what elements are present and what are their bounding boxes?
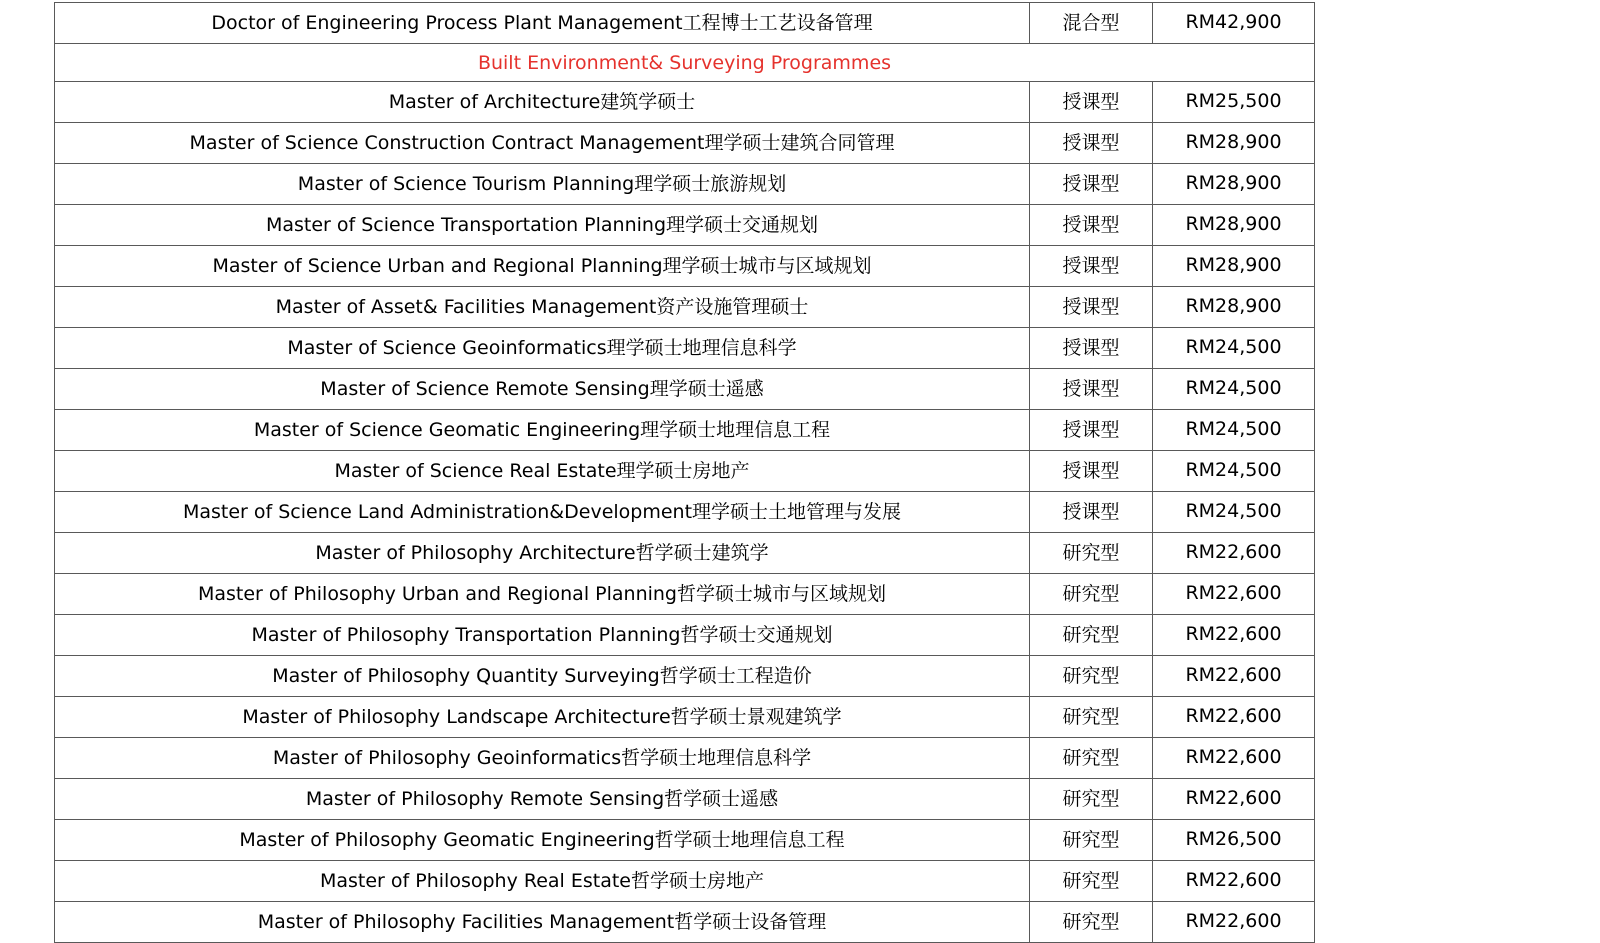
programme-type: 研究型 xyxy=(1030,902,1153,943)
programme-fee: RM42,900 xyxy=(1153,3,1315,44)
programme-fee-table-body xyxy=(55,3,1315,943)
programme-type: 授课型 xyxy=(1030,246,1153,287)
programme-name: Master of Philosophy Facilities Management哲学硕士设备管理 xyxy=(55,902,1030,943)
programme-type: 研究型 xyxy=(1030,738,1153,779)
programme-name: Master of Science Tourism Planning理学硕士旅游规划 xyxy=(55,164,1030,205)
table-row xyxy=(55,697,1315,738)
programme-fee: RM22,600 xyxy=(1153,738,1315,779)
programme-type: 授课型 xyxy=(1030,123,1153,164)
table-row xyxy=(55,779,1315,820)
programme-name: Master of Science Remote Sensing理学硕士遥感 xyxy=(55,369,1030,410)
programme-name: Master of Science Construction Contract Management理学硕士建筑合同管理 xyxy=(55,123,1030,164)
section-title: Built Environment& Surveying Programmes xyxy=(55,44,1315,82)
programme-type: 混合型 xyxy=(1030,3,1153,44)
programme-name: Master of Science Urban and Regional Planning理学硕士城市与区域规划 xyxy=(55,246,1030,287)
table-row xyxy=(55,369,1315,410)
programme-fee-table xyxy=(54,2,1315,943)
programme-fee: RM28,900 xyxy=(1153,205,1315,246)
table-row xyxy=(55,451,1315,492)
programme-type: 授课型 xyxy=(1030,410,1153,451)
programme-type: 研究型 xyxy=(1030,615,1153,656)
programme-fee: RM24,500 xyxy=(1153,369,1315,410)
table-row xyxy=(55,3,1315,44)
programme-fee: RM28,900 xyxy=(1153,123,1315,164)
programme-fee: RM24,500 xyxy=(1153,410,1315,451)
programme-name: Master of Philosophy Real Estate哲学硕士房地产 xyxy=(55,861,1030,902)
programme-name: Master of Philosophy Landscape Architecture哲学硕士景观建筑学 xyxy=(55,697,1030,738)
table-row xyxy=(55,574,1315,615)
programme-type: 授课型 xyxy=(1030,205,1153,246)
programme-fee: RM28,900 xyxy=(1153,246,1315,287)
programme-fee: RM26,500 xyxy=(1153,820,1315,861)
programme-type: 授课型 xyxy=(1030,328,1153,369)
table-row xyxy=(55,738,1315,779)
table-row xyxy=(55,533,1315,574)
programme-fee: RM22,600 xyxy=(1153,861,1315,902)
table-row xyxy=(55,861,1315,902)
programme-fee: RM22,600 xyxy=(1153,902,1315,943)
programme-type: 授课型 xyxy=(1030,287,1153,328)
programme-type: 研究型 xyxy=(1030,820,1153,861)
table-row xyxy=(55,246,1315,287)
programme-name: Master of Science Land Administration&Development理学硕士土地管理与发展 xyxy=(55,492,1030,533)
programme-type: 研究型 xyxy=(1030,533,1153,574)
programme-type: 授课型 xyxy=(1030,492,1153,533)
section-header-row xyxy=(55,44,1315,82)
programme-name: Master of Philosophy Remote Sensing哲学硕士遥感 xyxy=(55,779,1030,820)
programme-type: 研究型 xyxy=(1030,779,1153,820)
programme-name: Master of Asset& Facilities Management资产设施管理硕士 xyxy=(55,287,1030,328)
table-row xyxy=(55,656,1315,697)
programme-name: Master of Science Geoinformatics理学硕士地理信息科学 xyxy=(55,328,1030,369)
table-row xyxy=(55,820,1315,861)
programme-name: Master of Philosophy Geoinformatics哲学硕士地理信息科学 xyxy=(55,738,1030,779)
programme-name: Master of Science Geomatic Engineering理学硕士地理信息工程 xyxy=(55,410,1030,451)
programme-type: 研究型 xyxy=(1030,861,1153,902)
table-row xyxy=(55,164,1315,205)
programme-fee: RM24,500 xyxy=(1153,328,1315,369)
programme-type: 授课型 xyxy=(1030,82,1153,123)
programme-fee: RM22,600 xyxy=(1153,574,1315,615)
programme-name: Master of Philosophy Geomatic Engineering哲学硕士地理信息工程 xyxy=(55,820,1030,861)
programme-name: Master of Philosophy Architecture哲学硕士建筑学 xyxy=(55,533,1030,574)
programme-name: Master of Philosophy Urban and Regional Planning哲学硕士城市与区域规划 xyxy=(55,574,1030,615)
programme-name: Master of Science Real Estate理学硕士房地产 xyxy=(55,451,1030,492)
table-row xyxy=(55,902,1315,943)
programme-fee: RM25,500 xyxy=(1153,82,1315,123)
programme-fee: RM24,500 xyxy=(1153,451,1315,492)
programme-type: 授课型 xyxy=(1030,164,1153,205)
table-row xyxy=(55,615,1315,656)
programme-name: Master of Science Transportation Planning理学硕士交通规划 xyxy=(55,205,1030,246)
table-row xyxy=(55,492,1315,533)
programme-fee: RM22,600 xyxy=(1153,615,1315,656)
programme-fee: RM28,900 xyxy=(1153,164,1315,205)
table-row xyxy=(55,287,1315,328)
programme-fee: RM24,500 xyxy=(1153,492,1315,533)
programme-fee: RM28,900 xyxy=(1153,287,1315,328)
programme-type: 授课型 xyxy=(1030,451,1153,492)
table-row xyxy=(55,205,1315,246)
programme-type: 研究型 xyxy=(1030,574,1153,615)
programme-fee: RM22,600 xyxy=(1153,697,1315,738)
programme-name: Doctor of Engineering Process Plant Management工程博士工艺设备管理 xyxy=(55,3,1030,44)
programme-type: 研究型 xyxy=(1030,656,1153,697)
table-row xyxy=(55,410,1315,451)
programme-fee: RM22,600 xyxy=(1153,779,1315,820)
programme-name: Master of Philosophy Transportation Planning哲学硕士交通规划 xyxy=(55,615,1030,656)
programme-type: 授课型 xyxy=(1030,369,1153,410)
programme-fee: RM22,600 xyxy=(1153,533,1315,574)
programme-name: Master of Philosophy Quantity Surveying哲学硕士工程造价 xyxy=(55,656,1030,697)
table-row xyxy=(55,123,1315,164)
table-row xyxy=(55,328,1315,369)
programme-type: 研究型 xyxy=(1030,697,1153,738)
table-row xyxy=(55,82,1315,123)
programme-fee: RM22,600 xyxy=(1153,656,1315,697)
programme-name: Master of Architecture建筑学硕士 xyxy=(55,82,1030,123)
